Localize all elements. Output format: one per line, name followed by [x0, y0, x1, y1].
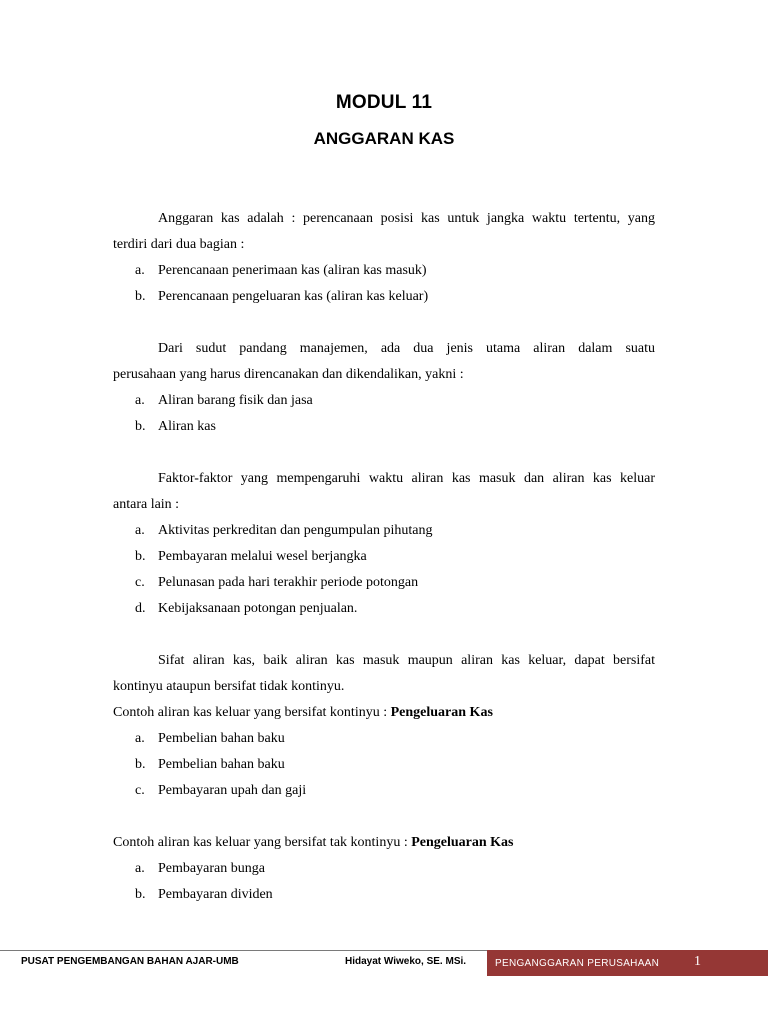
list-marker: b. [135, 289, 146, 304]
list-item [113, 258, 655, 284]
list-marker: b. [135, 887, 146, 902]
paragraph-line: Faktor-faktor yang mempengaruhi waktu aliran kas masuk dan aliran kas keluar [158, 471, 655, 486]
example-heading [113, 830, 655, 856]
list-marker: b. [135, 419, 146, 434]
list-item-text: Pembayaran melalui wesel berjangka [158, 549, 367, 564]
example-heading-text: Contoh aliran kas keluar yang bersifat tak kontinyu : [113, 835, 412, 850]
list-item-text: Aktivitas perkreditan dan pengumpulan pihutang [158, 523, 433, 538]
list-item [113, 596, 655, 622]
paragraph-line: Sifat aliran kas, baik aliran kas masuk maupun aliran kas keluar, dapat bersifat [158, 653, 655, 668]
list-item-text: Pembayaran dividen [158, 887, 273, 902]
list-item-text: Pembelian bahan baku [158, 731, 285, 746]
list-item [113, 570, 655, 596]
list-item-text: Kebijaksanaan potongan penjualan. [158, 601, 358, 616]
list-item-text: Perencanaan penerimaan kas (aliran kas masuk) [158, 263, 427, 278]
page-number: 1 [694, 954, 701, 969]
list-item [113, 388, 655, 414]
list-marker: c. [135, 575, 145, 590]
list-marker: b. [135, 757, 146, 772]
example-heading-bold: Pengeluaran Kas [411, 835, 514, 850]
example-heading-text: Contoh aliran kas keluar yang bersifat kontinyu : [113, 705, 391, 720]
list-item-text: Perencanaan pengeluaran kas (aliran kas keluar) [158, 289, 429, 304]
paragraph-line: perusahaan yang harus direncanakan dan dikendalikan, yakni : [113, 367, 464, 382]
paragraph-line: Dari sudut pandang manajemen, ada dua jenis utama aliran dalam suatu [158, 341, 655, 356]
footer-institution: PUSAT PENGEMBANGAN BAHAN AJAR-UMB [21, 956, 239, 967]
example-heading [113, 700, 655, 726]
list-marker: a. [135, 523, 145, 538]
list-item [113, 856, 655, 882]
list-marker: a. [135, 861, 145, 876]
module-title: MODUL 11 [335, 92, 433, 113]
list-item [113, 726, 655, 752]
list-marker: b. [135, 549, 146, 564]
page-footer [0, 950, 768, 976]
list-item [113, 518, 655, 544]
example-heading-bold: Pengeluaran Kas [390, 705, 493, 720]
paragraph-line: kontinyu ataupun bersifat tidak kontinyu. [113, 679, 345, 694]
list-marker: d. [135, 601, 146, 616]
paragraph-line: terdiri dari dua bagian : [113, 237, 245, 252]
list-item [113, 752, 655, 778]
list-item [113, 778, 655, 804]
list-marker: a. [135, 263, 145, 278]
paragraph-line: antara lain : [113, 497, 180, 512]
list-marker: c. [135, 783, 145, 798]
paragraph-line: Anggaran kas adalah : perencanaan posisi kas untuk jangka waktu tertentu, yang [158, 211, 655, 226]
list-item-text: Aliran barang fisik dan jasa [158, 393, 313, 408]
list-item-text: Pelunasan pada hari terakhir periode potongan [158, 575, 419, 590]
footer-author: Hidayat Wiweko, SE. MSi. [345, 956, 467, 967]
list-marker: a. [135, 731, 145, 746]
list-item-text: Pembayaran upah dan gaji [158, 783, 307, 798]
list-item-text: Aliran kas [158, 419, 216, 434]
chapter-title: ANGGARAN KAS [313, 129, 455, 148]
list-item-text: Pembelian bahan baku [158, 757, 285, 772]
list-item-text: Pembayaran bunga [158, 861, 265, 876]
footer-course-band [487, 950, 768, 976]
list-item [113, 414, 655, 440]
list-item [113, 284, 655, 310]
footer-course-title: PENGANGGARAN PERUSAHAAN [495, 958, 660, 969]
document-body [113, 206, 655, 908]
list-item [113, 882, 655, 908]
list-item [113, 544, 655, 570]
list-marker: a. [135, 393, 145, 408]
